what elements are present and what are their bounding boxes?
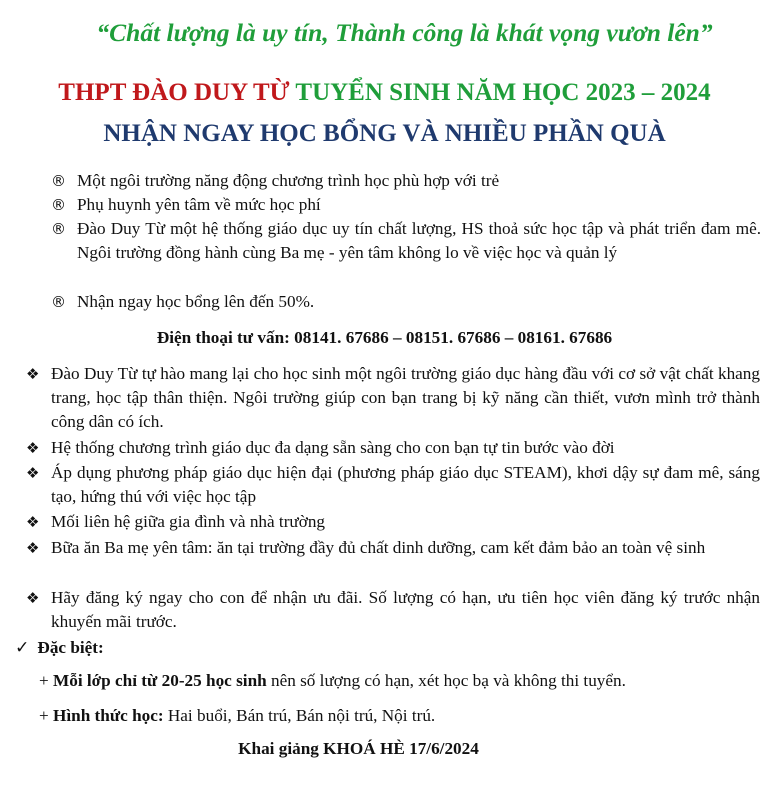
diamond-bullet-icon: ❖ — [26, 365, 40, 383]
plus-bullet: + — [39, 671, 49, 690]
diamond-bullet-icon: ❖ — [26, 539, 40, 557]
study-format-note — [39, 706, 435, 726]
diamond-bullet-icon: ❖ — [26, 513, 40, 531]
benefit-item — [26, 436, 760, 460]
benefit-text: Đào Duy Từ tự hào mang lại cho học sinh một ngôi trường giáo dục hàng đầu với cơ sở vật chất khang trang, học tập thân thiện. Ngôi trường giúp con bạn trang bị kỹ năng cần thiết, vươn mình trở thành công dân có ích. — [51, 364, 760, 431]
diamond-bullet-icon: ❖ — [26, 439, 40, 457]
phone-line: Điện thoại tư vấn: 08141. 67686 – 08151. 67686 – 08161. 67686 — [156, 328, 613, 347]
study-format-rest: Hai buổi, Bán trú, Bán nội trú, Nội trú. — [163, 706, 436, 725]
registered-bullet-icon: ® — [51, 220, 66, 238]
feature-text: Nhận ngay học bổng lên đến 50%. — [77, 292, 315, 311]
special-heading — [15, 638, 104, 658]
class-size-bold: Mỗi lớp chỉ từ 20-25 học sinh — [53, 671, 267, 690]
feature-text: Một ngôi trường năng động chương trình học phù hợp với trẻ — [77, 171, 500, 190]
registered-bullet-icon: ® — [51, 293, 66, 311]
enrollment-title: TUYỂN SINH NĂM HỌC 2023 – 2024 — [295, 79, 711, 106]
subheadline: NHẬN NGAY HỌC BỔNG VÀ NHIỀU PHẦN QUÀ — [103, 120, 666, 147]
feature-text: Đào Duy Từ một hệ thống giáo dục uy tín chất lượng, HS thoả sức học tập và phát triển đam mê. Ngôi trường đồng hành cùng Ba mẹ - yên tâm không lo về việc học và quản lý — [77, 219, 761, 262]
diamond-bullet-icon: ❖ — [26, 464, 40, 482]
checkmark-icon: ✓ — [15, 638, 30, 658]
school-name: THPT ĐÀO DUY TỪ — [58, 79, 290, 106]
opening-date: Khai giảng KHOÁ HÈ 17/6/2024 — [238, 739, 479, 758]
benefit-text: Áp dụng phương pháp giáo dục hiện đại (phương pháp giáo dục STEAM), khơi dậy sự đam mê, sáng tạo, hứng thú với việc học tập — [51, 463, 760, 506]
benefit-item — [26, 510, 760, 534]
diamond-bullet-icon: ❖ — [26, 589, 40, 607]
benefit-text: Hệ thống chương trình giáo dục đa dạng sẵn sàng cho con bạn tự tin bước vào đời — [51, 438, 615, 457]
study-format-bold: Hình thức học: — [53, 706, 164, 725]
feature-text: Phụ huynh yên tâm về mức học phí — [77, 195, 321, 214]
registered-bullet-icon: ® — [51, 172, 66, 190]
feature-item — [51, 290, 761, 314]
special-label: Đặc biệt: — [37, 638, 104, 657]
class-size-rest: nên số lượng có hạn, xét học bạ và không thi tuyển. — [266, 671, 626, 690]
benefit-text: Hãy đăng ký ngay cho con để nhận ưu đãi. Số lượng có hạn, ưu tiên học viên đăng ký trước nhận khuyến mãi trước. — [51, 588, 760, 631]
slogan: “Chất lượng là uy tín, Thành công là khát vọng vươn lên” — [96, 18, 713, 47]
benefit-item — [26, 461, 760, 509]
benefit-item — [26, 536, 760, 560]
feature-item — [51, 193, 761, 217]
headline — [0, 79, 769, 107]
benefit-item — [26, 586, 760, 634]
benefit-item — [26, 362, 760, 434]
registered-bullet-icon: ® — [51, 196, 66, 214]
plus-bullet: + — [39, 706, 49, 725]
benefit-text: Bữa ăn Ba mẹ yên tâm: ăn tại trường đầy đủ chất dinh dưỡng, cam kết đảm bảo an toàn vệ sinh — [51, 538, 706, 557]
feature-item — [51, 217, 761, 265]
feature-item — [51, 169, 761, 193]
benefit-text: Mối liên hệ giữa gia đình và nhà trường — [51, 512, 326, 531]
class-size-note — [39, 671, 626, 691]
